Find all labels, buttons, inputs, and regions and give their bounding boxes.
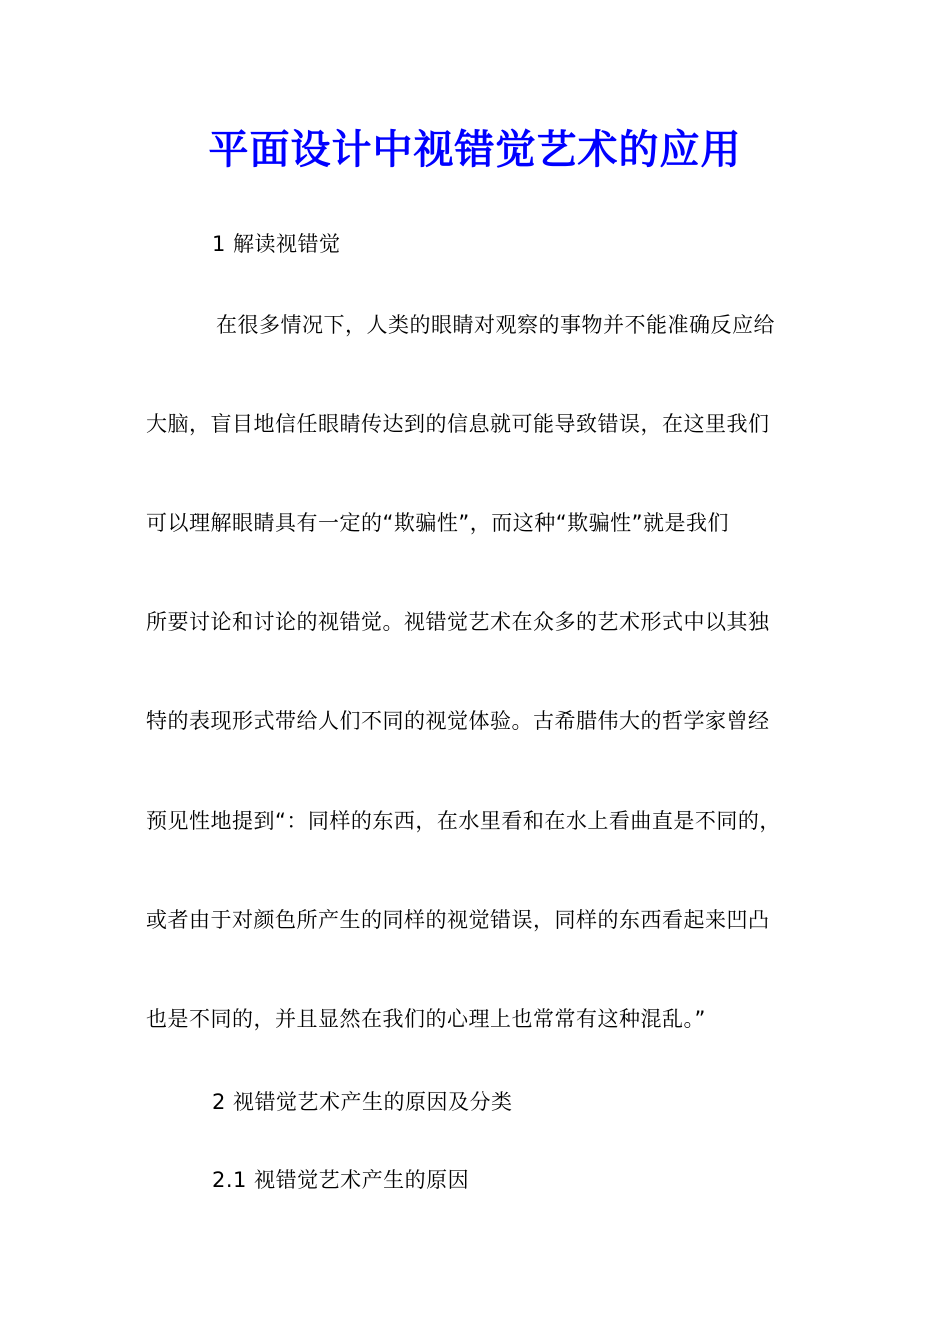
subsection-heading-2-1: 2.1 视错觉艺术产生的原因 bbox=[212, 1168, 470, 1192]
paragraph-line: 预见性地提到“：同样的东西，在水里看和在水上看曲直是不同的， bbox=[146, 809, 781, 833]
paragraph-line: 也是不同的，并且显然在我们的心理上也常常有这种混乱。” bbox=[146, 1007, 706, 1031]
paragraph-line: 大脑，盲目地信任眼睛传达到的信息就可能导致错误，在这里我们 bbox=[146, 412, 770, 436]
document-title: 平面设计中视错觉艺术的应用 bbox=[208, 126, 742, 173]
paragraph-line: 在很多情况下，人类的眼睛对观察的事物并不能准确反应给 bbox=[216, 313, 775, 337]
paragraph-line: 或者由于对颜色所产生的同样的视觉错误，同样的东西看起来凹凸 bbox=[146, 908, 770, 932]
paragraph-line: 可以理解眼睛具有一定的“欺骗性”，而这种“欺骗性”就是我们 bbox=[146, 511, 730, 535]
section-heading-1: 1 解读视错觉 bbox=[212, 232, 341, 256]
paragraph-line: 所要讨论和讨论的视错觉。视错觉艺术在众多的艺术形式中以其独 bbox=[146, 610, 770, 634]
section-heading-2: 2 视错觉艺术产生的原因及分类 bbox=[212, 1090, 513, 1114]
paragraph-line: 特的表现形式带给人们不同的视觉体验。古希腊伟大的哲学家曾经 bbox=[146, 709, 770, 733]
